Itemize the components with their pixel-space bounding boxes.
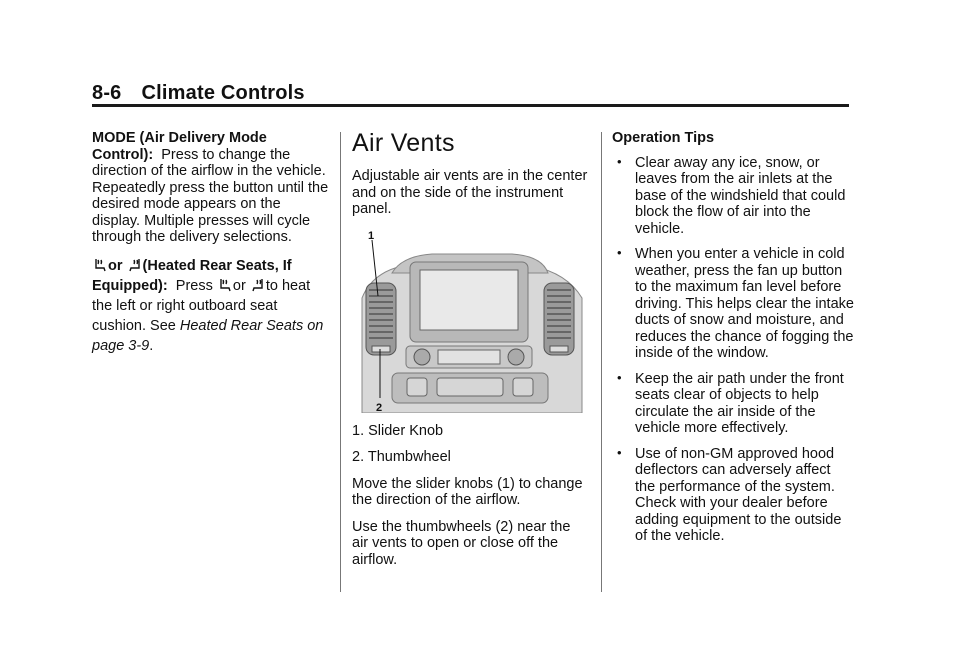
tip-text: Clear away any ice, snow, or leaves from the air inlets at the base of the windshield that could block the flow of air into the vehicle. xyxy=(635,154,846,237)
mode-label: MODE (Air Delivery Mode Control): xyxy=(92,130,267,163)
column-1 xyxy=(92,130,332,366)
list-item xyxy=(612,246,854,362)
column-2 xyxy=(352,128,588,578)
heated-end: . xyxy=(149,337,154,354)
legend-slider-knob: 1. Slider Knob xyxy=(352,422,444,439)
section-number: 8-6 xyxy=(92,82,122,104)
list-item xyxy=(612,371,854,437)
slider-paragraph: Move the slider knobs (1) to change the direction of the airflow. xyxy=(352,475,583,508)
heated-seat-right-icon xyxy=(252,278,264,292)
mode-paragraph xyxy=(92,130,332,246)
legend-thumbwheel: 2. Thumbwheel xyxy=(352,449,451,465)
callout-1: 1 xyxy=(368,229,375,242)
heated-or: or xyxy=(108,257,123,274)
list-item xyxy=(612,155,854,238)
heated-seats-paragraph xyxy=(92,256,332,356)
column-divider-left xyxy=(340,132,341,592)
heated-or2: or xyxy=(232,277,246,294)
dashboard-illustration xyxy=(352,228,588,413)
heated-seat-left-icon xyxy=(94,258,106,272)
thumbwheel-paragraph: Use the thumbwheels (2) near the air vents to open or close off the airflow. xyxy=(352,518,571,568)
heated-seat-left-icon xyxy=(219,278,231,292)
bullet-icon: • xyxy=(617,444,622,460)
air-vents-intro: Adjustable air vents are in the center and on the side of the instrument panel. xyxy=(352,168,588,217)
air-vents-figure xyxy=(352,228,588,413)
header-rule xyxy=(92,104,849,107)
heated-press: Press xyxy=(175,277,213,294)
bullet-icon: • xyxy=(617,245,622,260)
tip-text: Keep the air path under the front seats clear of objects to help circulate the air inside of the vehicle more effectively. xyxy=(635,370,844,436)
callout-2: 2 xyxy=(376,401,383,414)
heated-seats-reference-link[interactable]: Heated Rear Seats on page 3-9 xyxy=(92,317,324,354)
section-title: Climate Controls xyxy=(141,82,305,104)
air-vents-title: Air Vents xyxy=(352,129,455,157)
page-header xyxy=(92,82,305,105)
tip-text: Use of non-GM approved hood deflectors can adversely affect the performance of the system. Check with your dealer before adding equipment to the outside of the vehicle. xyxy=(635,445,842,544)
column-divider-right xyxy=(601,132,602,592)
bullet-icon: • xyxy=(617,369,622,385)
bullet-icon: • xyxy=(617,153,622,169)
column-3 xyxy=(612,130,854,554)
heated-text: to heat the left or right outboard seat cushion. See xyxy=(92,277,311,334)
mode-text: Press to change the direction of the airflow in the vehicle. Repeatedly press the button until the desired mode appears on the display. Multiple presses will cycle through the delivery selections. xyxy=(92,146,329,245)
operation-tips-list xyxy=(612,155,854,545)
tip-text: When you enter a vehicle in cold weather, press the fan up button to the maximum fan level before driving. This helps clear the intake ducts of snow and moisture, and reduces the chance of fogging the inside of the window. xyxy=(635,246,854,361)
heated-label: (Heated Rear Seats, If Equipped): xyxy=(92,257,292,294)
heated-seat-right-icon xyxy=(129,258,141,272)
list-item xyxy=(612,446,854,545)
operation-tips-title: Operation Tips xyxy=(612,130,715,146)
